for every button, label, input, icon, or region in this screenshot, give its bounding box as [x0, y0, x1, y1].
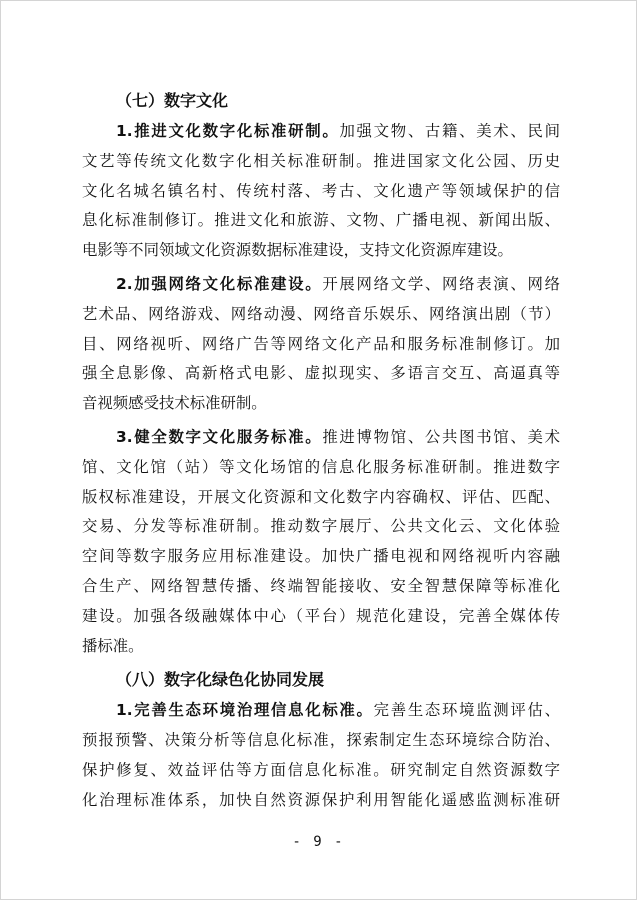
paragraph-line	[82, 270, 560, 300]
line-text: 加强文物、古籍、美术、民间	[339, 122, 560, 140]
paragraph-line	[82, 423, 560, 453]
paragraph-line: 息化标准制修订。推进文化和旅游、文物、广播电视、新闻出版、	[82, 211, 560, 230]
paragraph-line: 馆、文化馆（站）等文化场馆的信息化服务标准研制。推进数字	[82, 457, 560, 476]
paragraph-line: 电影等不同领域文化资源数据标准建设，支持文化资源库建设。	[82, 241, 513, 260]
paragraph-line: 保护修复、效益评估等方面信息化标准。研究制定自然资源数字	[82, 760, 560, 779]
paragraph-line	[82, 117, 560, 147]
paragraph-line: 预报预警、决策分析等信息化标准，探索制定生态环境综合防治、	[82, 731, 560, 750]
paragraph-line: 合生产、网络智慧传播、终端智能接收、安全智慧保障等标准化	[82, 576, 560, 595]
paragraph-line: 文化名城名镇名村、传统村落、考古、文化遗产等领域保护的信	[82, 181, 560, 200]
paragraph-line: 版权标准建设，开展文化资源和文化数字内容确权、评估、匹配、	[82, 487, 560, 506]
paragraph-cultural-digitization-standards	[82, 117, 560, 266]
paragraph-line: 空间等数字服务应用标准建设。加快广播电视和网络视听内容融	[82, 547, 560, 566]
paragraph-line: 艺术品、网络游戏、网络动漫、网络音乐娱乐、网络演出剧（节）	[82, 304, 560, 323]
line-text: 完善生态环境监测评估、	[373, 701, 560, 720]
paragraph-line: 音视频感受技术标准研制。	[82, 394, 267, 413]
line-text: 开展网络文学、网络表演、网络	[322, 274, 560, 293]
paragraph-lead: 2.加强网络文化标准建设。	[116, 274, 323, 293]
line-text: 推进博物馆、公共图书馆、美术	[322, 427, 560, 446]
paragraph-line: 交易、分发等标准研制。推动数字展厅、公共文化云、文化体验	[82, 517, 560, 536]
document-body	[82, 86, 560, 820]
paragraph-line: 强全息影像、高新格式电影、虚拟现实、多语言交互、高逼真等	[82, 364, 560, 383]
paragraph-line: 文艺等传统文化数字化相关标准研制。推进国家文化公园、历史	[82, 151, 560, 170]
paragraph-digital-culture-service-standards	[82, 423, 560, 661]
paragraph-line: 目、网络视听、网络广告等网络文化产品和服务标准制修订。加	[82, 334, 560, 353]
page-number: - 9 -	[292, 834, 345, 850]
paragraph-lead: 3.健全数字文化服务标准。	[116, 427, 323, 446]
paragraph-line: 化治理标准体系，加快自然资源保护利用智能化遥感监测标准研	[82, 790, 560, 809]
paragraph-lead: 1.推进文化数字化标准研制。	[116, 122, 340, 140]
paragraph-line: 播标准。	[82, 636, 144, 655]
paragraph-lead: 1.完善生态环境治理信息化标准。	[116, 701, 374, 720]
paragraph-line: 建设。加强各级融媒体中心（平台）规范化建设，完善全媒体传	[82, 606, 560, 625]
paragraph-online-culture-standards	[82, 270, 560, 419]
section-heading-digital-green-synergy: （八）数字化绿色化协同发展	[116, 670, 325, 690]
paragraph-line	[82, 696, 560, 726]
section-heading-digital-culture: （七）数字文化	[116, 91, 229, 110]
paragraph-eco-governance-standards	[82, 696, 560, 815]
